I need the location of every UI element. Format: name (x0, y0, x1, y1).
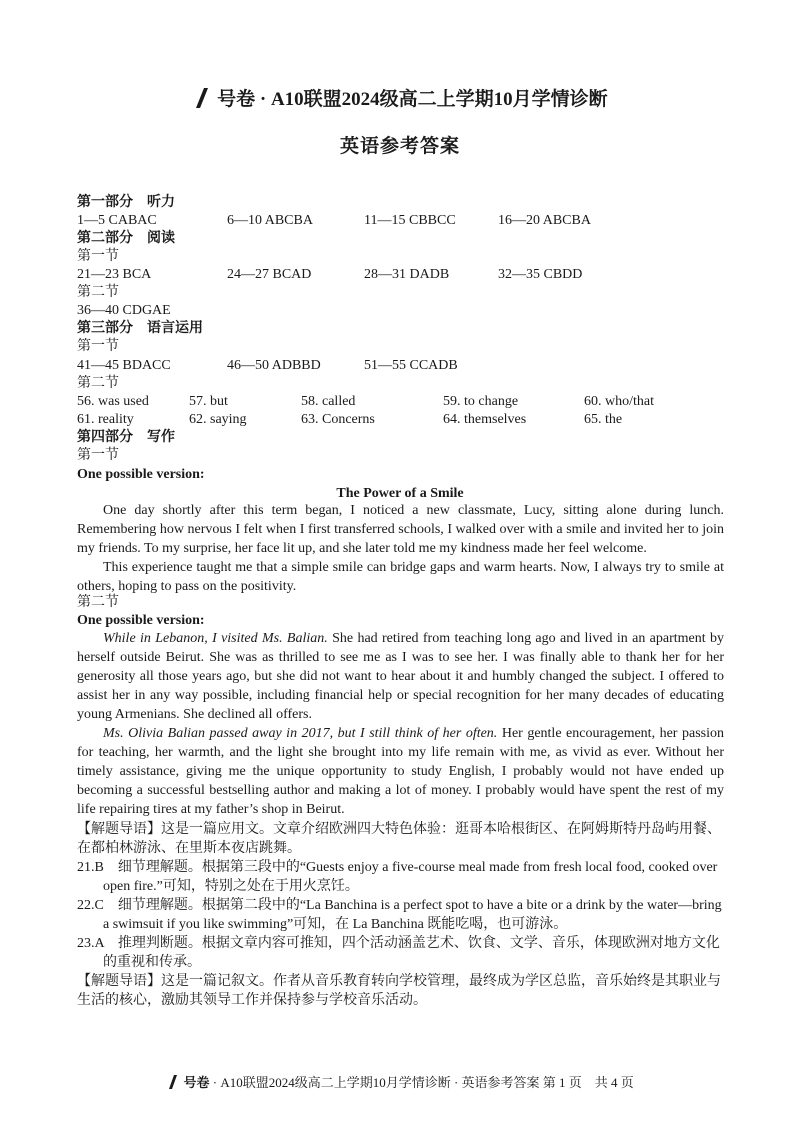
page-subtitle: 英语参考答案 (339, 136, 460, 157)
brand-logo-icon (192, 87, 212, 109)
analysis-guide: 【解题导语】这是一篇记叙文。作者从音乐教育转向学校管理，最终成为学区总监，音乐始终是其职业与生活的核心，激励其领导工作并保持参与学校音乐活动。 (77, 974, 721, 1008)
version-label: One possible version: (77, 613, 205, 628)
page-footer (0, 1072, 800, 1091)
exam-title: A10联盟2024级高二上学期10月学情诊断 (270, 89, 608, 110)
continuation-paragraph: Ms. Olivia Balian passed away in 2017, but I still think of her often. Her gentle encouragement, her passion for teaching, her warmth, and the light she brought into my life remain with me, as vivid as ever. Without her timely assistance, giving me the unique opportunity to study English, I probably would not have ended up becoming a successful bestselling author and making a lot of money. I probably would have spent the rest of my life repairing tires at my father’s shop in Beirut. (77, 726, 724, 817)
answer-group: 1—5 CABAC (77, 213, 157, 228)
fill-answer: 60. who/that (584, 394, 654, 409)
fill-answer: 57. but (189, 394, 228, 409)
analysis-item: 21.B 细节理解题。根据第三段中的“Guests enjoy a five-course meal made from fresh local food, cooked over open fire.”可知，特别之处在于用火烹饪。 (77, 860, 718, 894)
answer-group: 51—55 CCADB (364, 358, 458, 373)
fill-answer: 65. the (584, 412, 623, 427)
answer-group: 32—35 CBDD (498, 267, 583, 282)
answer-group: 6—10 ABCBA (227, 213, 313, 228)
part3-heading: 第三部分 语言运用 (77, 321, 203, 336)
fill-answer: 61. reality (77, 412, 134, 427)
essay-title: The Power of a Smile (336, 486, 464, 501)
version-label: One possible version: (77, 467, 205, 482)
part4-heading: 第四部分 写作 (77, 430, 175, 445)
answer-group: 21—23 BCA (77, 267, 152, 282)
answer-group: 24—27 BCAD (227, 267, 312, 282)
section-label: 第二节 (77, 285, 119, 300)
answer-group: 28—31 DADB (364, 267, 450, 282)
analysis-section (77, 820, 724, 1010)
essay-paragraph: This experience taught me that a simple smile can bridge gaps and warm hearts. Now, I always try to smile at others, hoping to pass on the positivity. (77, 560, 724, 594)
continuation-paragraph: While in Lebanon, I visited Ms. Balian. She had retired from teaching long ago and lived in an apartment by herself outside Beirut. She was as thrilled to see me as I was to see her. I was finally able to thank her for her generosity all those years ago, but she did not want to hear about it and humbly changed the subject. I offered to assist her in any way possible, including financial help or special recognition for her many decades of educating young Armenians. She declined all offers. (77, 631, 724, 722)
essay-paragraph: One day shortly after this term began, I noticed a new classmate, Lucy, sitting alone during lunch. Remembering how nervous I felt when I first transferred schools, I walked over with a smile and invited her to join my friends. To my surprise, her face lit up, and she later told me my kindness made her feel welcome. (77, 503, 724, 556)
answer-group: 11—15 CBBCC (364, 213, 456, 228)
paragraph-lead: Ms. Olivia Balian passed away in 2017, but I still think of her often. (103, 726, 498, 741)
fill-answer: 56. was used (77, 394, 149, 409)
analysis-item: 22.C 细节理解题。根据第二段中的“La Banchina is a perfect spot to have a bite or a drink by the water—bring a swimsuit if you like swimming”可知，在 La Banchina 既能吃喝，也可游泳。 (77, 898, 722, 932)
brand-logo-text: 号卷 (217, 88, 256, 110)
answer-group: 46—50 ADBBD (227, 358, 321, 373)
section-label: 第二节 (77, 376, 119, 391)
fill-answer: 59. to change (443, 394, 519, 409)
section-label: 第一节 (77, 339, 119, 354)
page-title: 号卷 · A10联盟2024级高二上学期10月学情诊断 (0, 84, 800, 111)
footer-text: · A10联盟2024级高二上学期10月学情诊断 · 英语参考答案 第 1 页 共 4 页 (212, 1075, 634, 1090)
analysis-item: 23.A 推理判断题。根据文章内容可推知，四个活动涵盖艺术、饮食、文学、音乐，体现欧洲对地方文化的重视和传承。 (77, 936, 720, 970)
fill-answer: 58. called (301, 394, 356, 409)
answer-group: 41—45 BDACC (77, 358, 171, 373)
part2-heading: 第二部分 阅读 (77, 231, 175, 246)
essay-body (77, 501, 724, 596)
brand-logo-icon (166, 1074, 180, 1090)
section-label: 第一节 (77, 249, 119, 264)
paragraph-lead: While in Lebanon, I visited Ms. Balian. (103, 631, 328, 646)
section-label: 第一节 (77, 448, 119, 463)
fill-answer: 62. saying (189, 412, 247, 427)
answer-group: 16—20 ABCBA (498, 213, 591, 228)
brand-logo-text: 号卷 (183, 1076, 210, 1091)
analysis-guide: 【解题导语】这是一篇应用文。文章介绍欧洲四大特色体验：逛哥本哈根街区、在阿姆斯特丹岛屿用餐、在都柏林游泳、在里斯本夜店跳舞。 (77, 822, 721, 856)
continuation-body (77, 629, 724, 819)
section-label: 第二节 (77, 595, 119, 610)
answer-group: 36—40 CDGAE (77, 303, 171, 318)
fill-answer: 64. themselves (443, 412, 527, 427)
fill-answer: 63. Concerns (301, 412, 375, 427)
part1-heading: 第一部分 听力 (77, 195, 175, 210)
